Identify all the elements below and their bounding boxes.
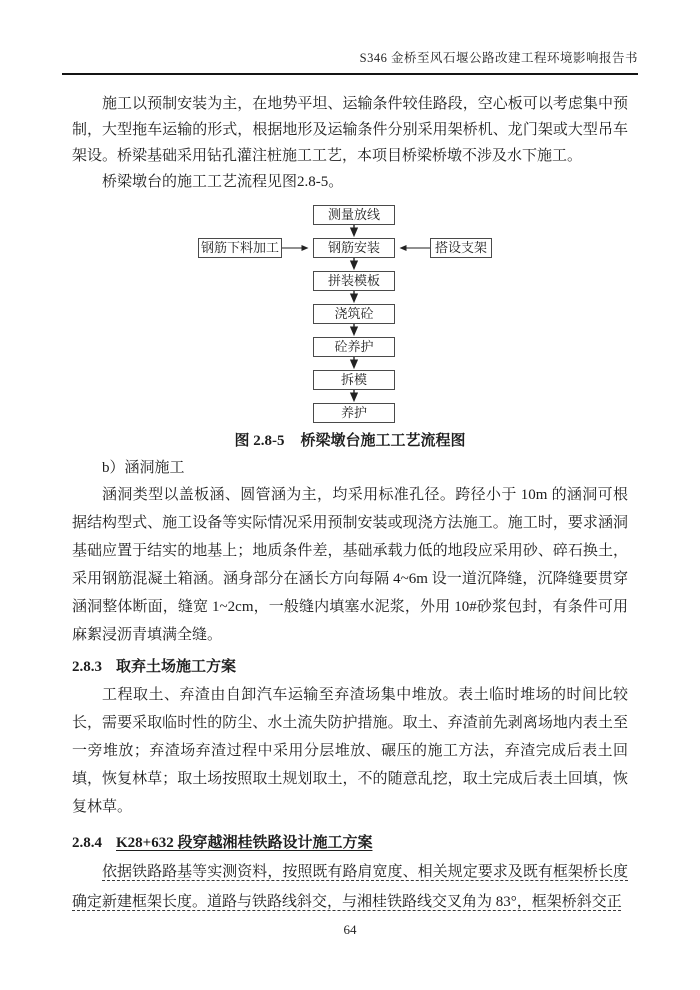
flow-node-curing: 养护 — [313, 403, 395, 423]
section-number: 2.8.3 — [72, 659, 102, 675]
flow-node-survey-layout: 测量放线 — [313, 205, 395, 225]
figure-caption — [72, 429, 628, 453]
page-content — [72, 91, 628, 917]
figure-caption-text: 桥梁墩台施工工艺流程图 — [300, 433, 466, 449]
section-title: 取弃土场施工方案 — [116, 659, 237, 675]
paragraph-spoil-ground-plan: 工程取土、弃渣由自卸汽车运输至弃渣场集中堆放。表土临时堆场的时间比较长，需要采取临时性的防尘、水土流失防护措施。取土、弃渣前先剥离场地内表土至一旁堆放；弃渣场弃渣过程中采用分层堆放、碾压的施工方法，弃渣完成后表土回填，恢复林草；取土场按照取土规划取土，不的随意乱挖，取土完成后表土回填，恢复林草。 — [72, 687, 628, 815]
section-number: 2.8.4 — [72, 835, 102, 851]
flow-node-scaffolding: 搭设支架 — [430, 238, 492, 258]
paragraph-railway-crossing: 依据铁路路基等实测资料，按照既有路肩宽度、相关规定要求及既有框架桥长度确定新建框架长度。道路与铁路线斜交，与湘桂铁路线交叉角为 83°，框架桥斜交正 — [72, 864, 628, 910]
section-heading-2-8-3 — [72, 653, 628, 681]
section-title: K28+632 段穿越湘桂铁路设计施工方案 — [116, 835, 373, 851]
flow-node-rebar-install: 钢筋安装 — [313, 238, 395, 258]
figure-caption-label: 图 2.8-5 — [234, 433, 285, 449]
subheading-culvert-construction: b）涵洞施工 — [102, 460, 185, 476]
header-rule — [62, 73, 638, 75]
flow-node-formwork-assembly: 拼装模板 — [313, 271, 395, 291]
paragraph-figure-reference: 桥梁墩台的施工工艺流程见图2.8-5。 — [102, 174, 344, 190]
flow-node-pour-concrete: 浇筑砼 — [313, 304, 395, 324]
flow-node-rebar-cutting: 钢筋下料加工 — [198, 238, 282, 258]
flowchart-bridge-pier-process — [72, 205, 628, 423]
page-header-title: S346 金桥至风石堰公路改建工程环境影响报告书 — [359, 51, 638, 65]
paragraph-culvert-details: 涵洞类型以盖板涵、圆管涵为主，均采用标准孔径。跨径小于 10m 的涵洞可根据结构型式、施工设备等实际情况采用预制安装或现浇方法施工。施工时，要求涵洞基础应置于结实的地基上；地质条件差，基础承载力低的地段应采用砂、碎石换土，采用钢筋混凝土箱涵。涵身部分在涵长方向每隔 4~6m 设一道沉降缝，沉降缝要贯穿涵洞整体断面，缝宽 1~2cm，一般缝内填塞水泥浆，外用 10#砂浆包封，有条件可用麻絮浸沥青填满全缝。 — [72, 487, 628, 643]
flow-node-formwork-removal: 拆模 — [313, 370, 395, 390]
paragraph-bridge-construction: 施工以预制安装为主，在地势平坦、运输条件较佳路段，空心板可以考虑集中预制，大型拖车运输的形式，根据地形及运输条件分别采用架桥机、龙门架或大型吊车架设。桥梁基础采用钻孔灌注桩施工工艺，本项目桥梁桥墩不涉及水下施工。 — [72, 96, 628, 164]
flow-node-concrete-curing: 砼养护 — [313, 337, 395, 357]
section-heading-2-8-4 — [72, 829, 628, 857]
page-number: 64 — [343, 922, 357, 937]
